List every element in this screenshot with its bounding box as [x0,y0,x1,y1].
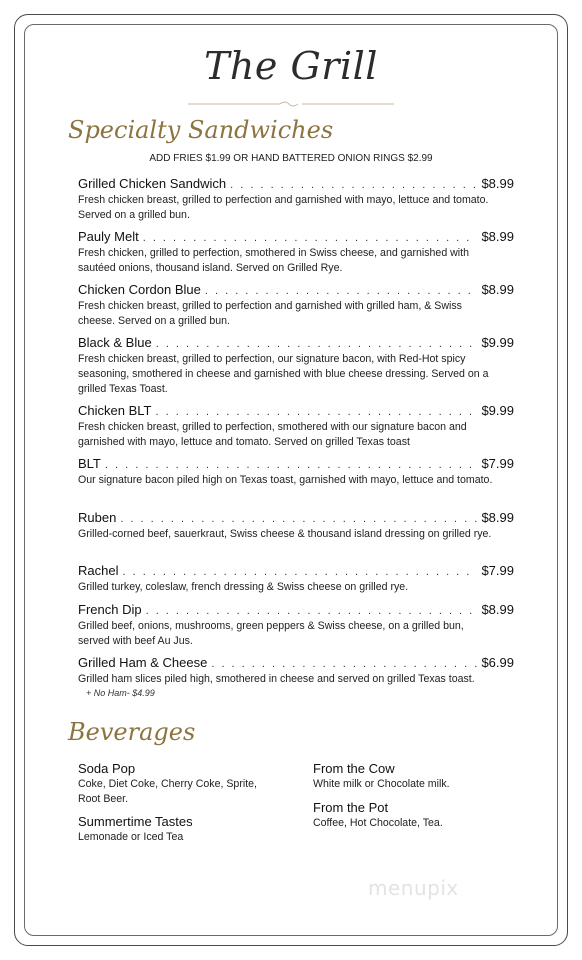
item-description: Fresh chicken breast, grilled to perfection, smothered with our signature bacon and garnished with mayo, lettuce and tomato. Served on grilled Texas toast [78,421,467,448]
item-price: $7.99 [481,456,514,471]
menu-item [78,456,514,488]
item-name: French Dip [78,602,142,617]
item-variant-note: + No Ham- $4.99 [86,688,155,698]
beverage-name: Summertime Tastes [78,814,193,829]
dot-leader [156,338,478,350]
dot-leader [205,285,478,297]
item-description: Fresh chicken, grilled to perfection, smothered in Swiss cheese, and garnished with sautéed onions, thousand island. Served on Grilled Rye. [78,247,469,274]
dot-leader [105,459,478,471]
beverage-description: Coffee, Hot Chocolate, Tea. [313,817,443,829]
beverage-description: White milk or Chocolate milk. [313,778,450,790]
menu-item [78,403,514,450]
menu-item [78,229,514,276]
item-price: $9.99 [481,403,514,418]
beverage-description: Lemonade or Iced Tea [78,831,184,843]
item-price: $8.99 [481,602,514,617]
item-name: Chicken Cordon Blue [78,282,201,297]
section-title-beverages: Beverages [68,718,196,746]
item-price: $6.99 [481,655,514,670]
menu-item [78,563,514,595]
dot-leader [155,406,477,418]
title-divider-ornament [188,100,394,108]
item-name: Rachel [78,563,119,578]
beverage-name: Soda Pop [78,761,136,776]
dot-leader [211,658,477,670]
dot-leader [120,513,477,525]
item-name: Pauly Melt [78,229,139,244]
item-price: $8.99 [481,282,514,297]
add-ons-note: ADD FRIES $1.99 OR HAND BATTERED ONION RINGS $2.99 [149,153,433,164]
beverage-item [313,760,513,792]
beverage-item [313,799,513,831]
beverage-item [78,813,278,845]
beverage-description: Coke, Diet Coke, Cherry Coke, Sprite, Root Beer. [78,778,257,805]
item-name: Ruben [78,510,117,525]
menu-item [78,602,514,649]
page-title: The Grill [204,44,378,88]
item-price: $8.99 [481,176,514,191]
item-description: Fresh chicken breast, grilled to perfection, our signature bacon, with Red-Hot spicy seasoning, smothered in cheese and garnished with blue cheese dressing. Served on a grilled Texas Toast. [78,353,489,395]
menu-item [78,176,514,223]
dot-leader [230,179,477,191]
item-name: Grilled Ham & Cheese [78,655,208,670]
item-description: Grilled beef, onions, mushrooms, green peppers & Swiss cheese, on a grilled bun, served with beef Au Jus. [78,620,464,647]
menupix-watermark: menupix [368,876,459,900]
item-description: Fresh chicken breast, grilled to perfection and garnished with grilled ham, & Swiss cheese. Served on a grilled bun. [78,300,462,327]
menu-item [78,510,514,542]
beverage-item [78,760,278,807]
item-name: BLT [78,456,101,471]
section-title-specialty: Specialty Sandwiches [68,116,334,144]
item-name: Grilled Chicken Sandwich [78,176,227,191]
dot-leader [146,605,478,617]
item-name: Black & Blue [78,335,152,350]
menu-item [78,335,514,397]
item-price: $8.99 [481,229,514,244]
item-description: Our signature bacon piled high on Texas toast, garnished with mayo, lettuce and tomato. [78,474,493,486]
menu-item [78,282,514,329]
menu-item [78,655,514,700]
item-price: $8.99 [481,510,514,525]
beverage-name: From the Cow [313,761,395,776]
item-description: Grilled turkey, coleslaw, french dressing & Swiss cheese on grilled rye. [78,581,409,593]
dot-leader [143,232,478,244]
item-name: Chicken BLT [78,403,152,418]
item-price: $7.99 [481,563,514,578]
item-price: $9.99 [481,335,514,350]
item-description: Grilled ham slices piled high, smothered in cheese and served on grilled Texas toast. [78,673,475,685]
item-description: Grilled-corned beef, sauerkraut, Swiss cheese & thousand island dressing on grilled rye. [78,528,492,540]
dot-leader [122,566,477,578]
beverage-name: From the Pot [313,800,389,815]
item-description: Fresh chicken breast, grilled to perfection and garnished with mayo, lettuce and tomato. Served on a grilled bun. [78,194,489,221]
